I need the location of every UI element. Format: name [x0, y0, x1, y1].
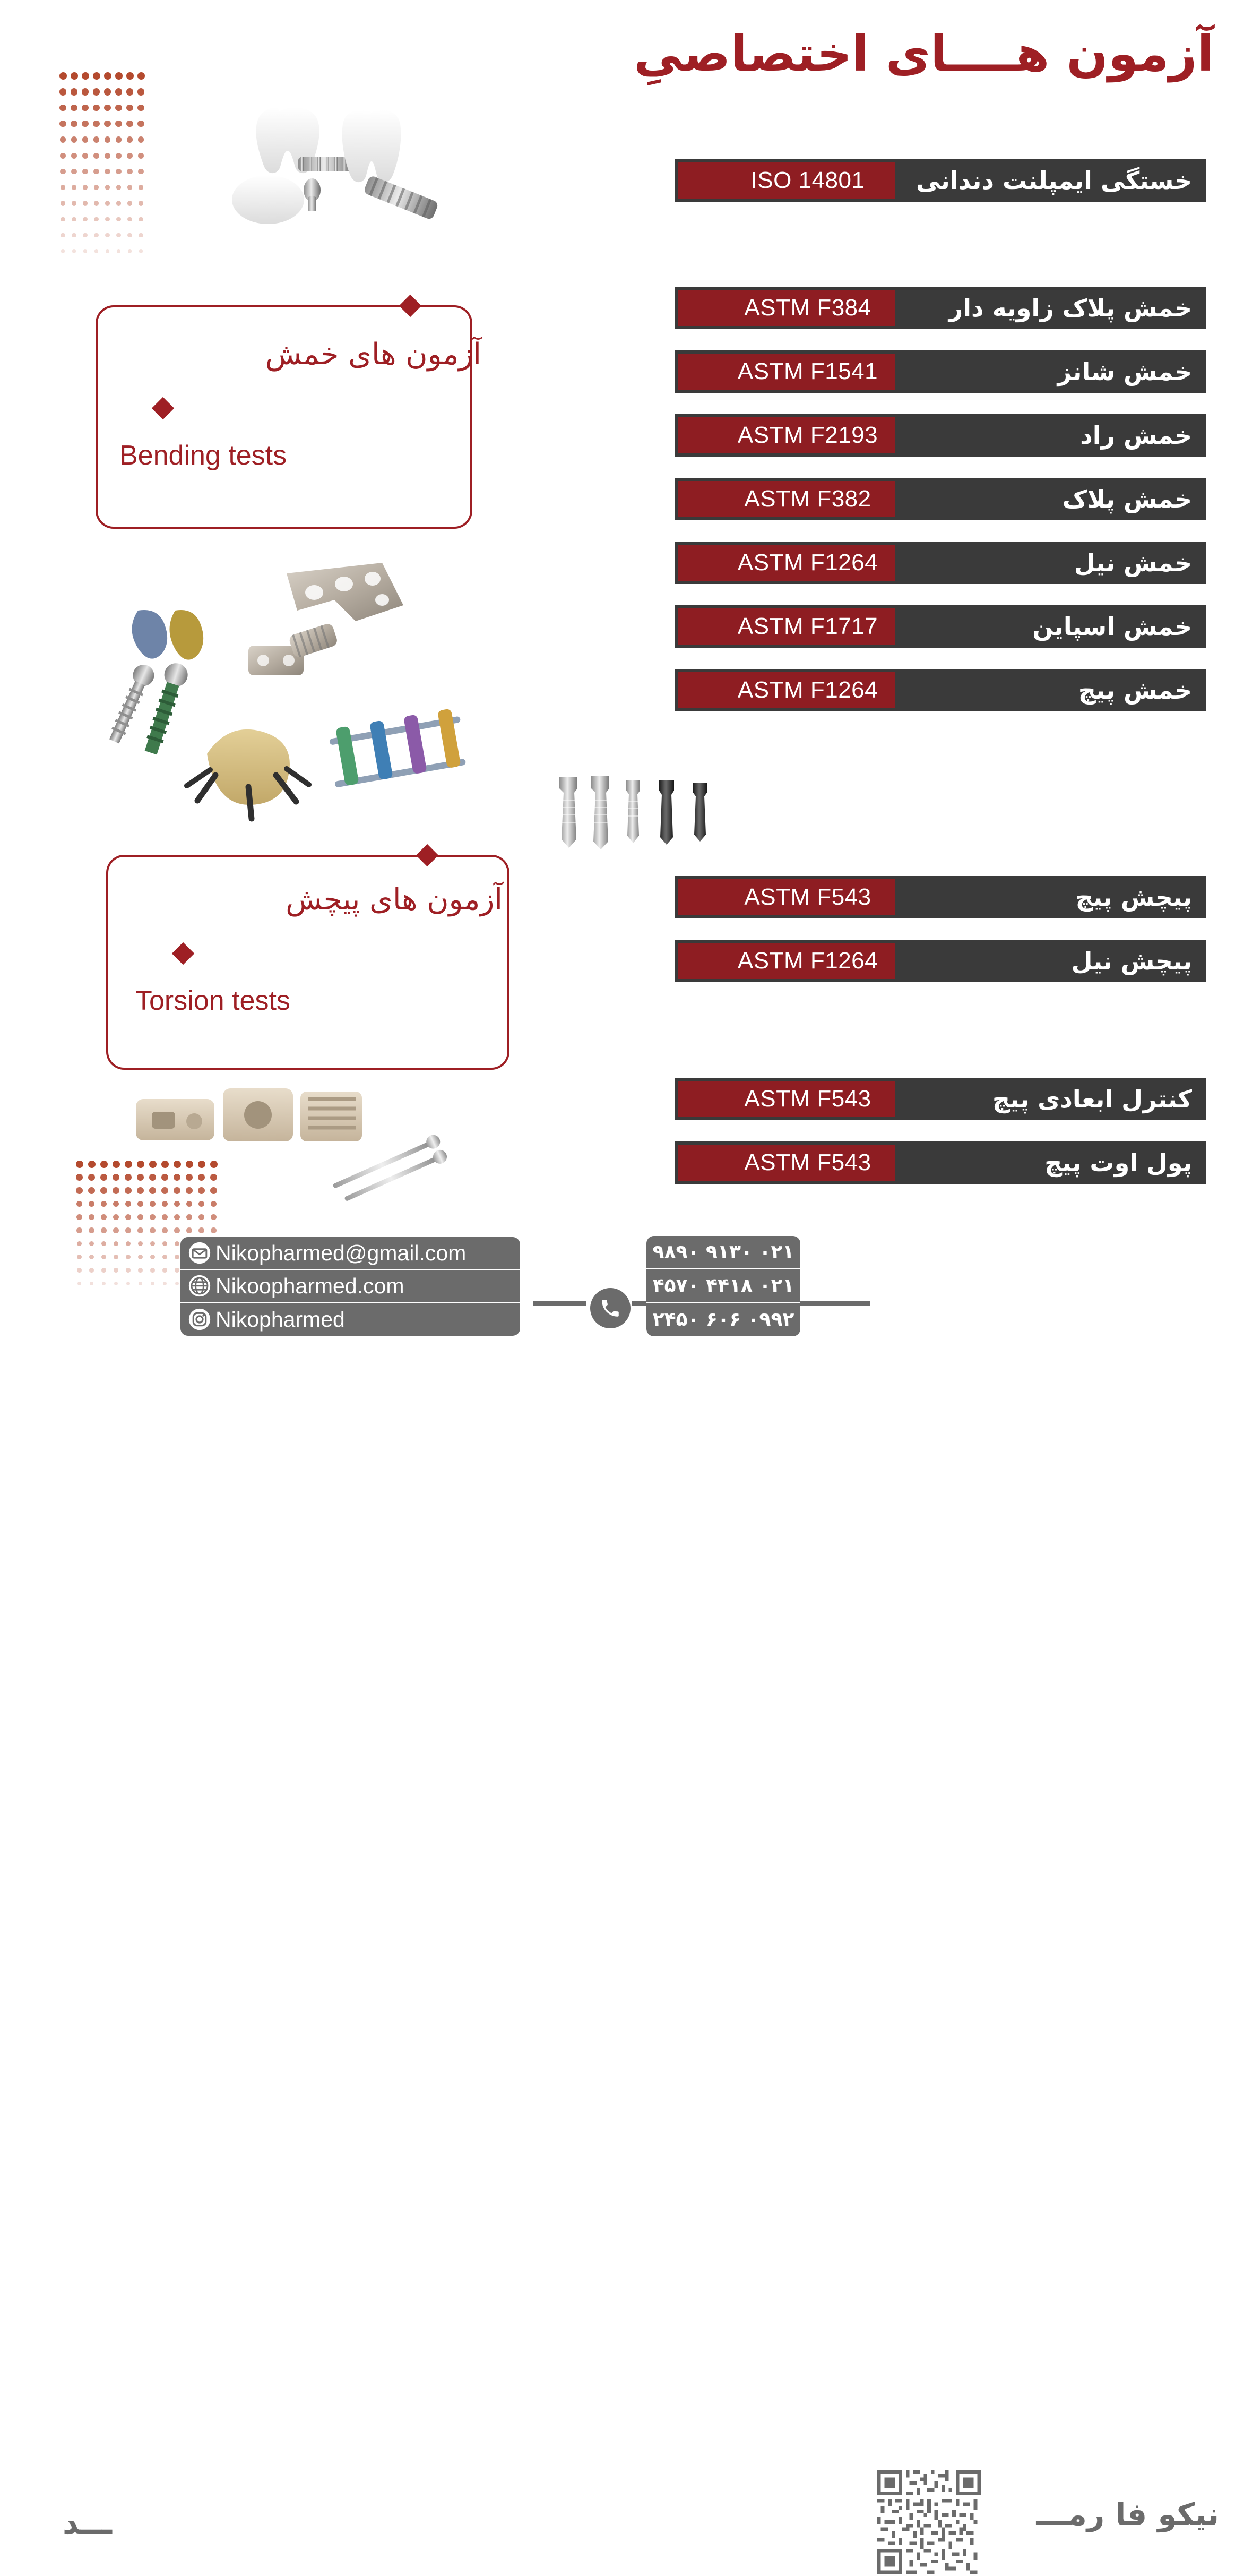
contact-text: Nikopharmed — [215, 1307, 345, 1332]
test-row — [630, 876, 1206, 918]
contact-row[interactable] — [180, 1237, 520, 1270]
test-name-chip: کنترل ابعادی پیچ — [895, 1078, 1206, 1120]
standard-code-chip: ASTM F1264 — [675, 542, 940, 584]
test-row — [630, 1141, 1206, 1184]
test-name-chip: خمش پلاک — [895, 478, 1206, 520]
test-row — [630, 940, 1206, 982]
test-row — [630, 478, 1206, 520]
phone-icon — [590, 1288, 631, 1328]
spinal-cage-photo — [133, 1072, 462, 1205]
test-name-chip: خمش شانز — [895, 350, 1206, 393]
test-name-chip: پیچش پیچ — [895, 876, 1206, 918]
instagram-icon — [188, 1308, 211, 1331]
bending-tests-label-en: Bending tests — [119, 440, 287, 471]
dental-abutment-row-photo — [552, 772, 759, 849]
standard-code-chip: ASTM F1264 — [675, 669, 940, 711]
torsion-tests-label-en: Torsion tests — [135, 985, 290, 1016]
footer — [0, 1232, 1235, 2541]
orthopedic-implants-photo — [106, 542, 509, 839]
test-row — [630, 542, 1206, 584]
footer-connector-right — [796, 1301, 870, 1306]
test-row — [630, 1078, 1206, 1120]
footer-connector-left — [533, 1301, 586, 1306]
test-name-chip: خستگی ایمپلنت دندانی — [895, 159, 1206, 202]
decorative-dot-grid-top — [57, 68, 146, 259]
dental-implant-photo — [175, 106, 446, 228]
standard-code-chip: ASTM F543 — [675, 1141, 940, 1184]
brand-name-tail: ـــد — [63, 2505, 112, 2541]
standard-code-chip: ASTM F543 — [675, 1078, 940, 1120]
globe-icon — [188, 1274, 211, 1298]
test-name-chip: خمش پیچ — [895, 669, 1206, 711]
brand-name: نیکو فا رمـــ — [1036, 2496, 1219, 2532]
standard-code-chip: ASTM F1717 — [675, 605, 940, 648]
test-name-chip: پیچش نیل — [895, 940, 1206, 982]
test-name-chip: خمش اسپاین — [895, 605, 1206, 648]
test-name-chip: خمش نیل — [895, 542, 1206, 584]
contact-row[interactable] — [180, 1303, 520, 1336]
phone-row[interactable]: ۰۹۹۲ ۶۰۶ ۲۴۵۰ — [652, 1309, 794, 1330]
test-row — [630, 287, 1206, 329]
contact-row[interactable] — [180, 1270, 520, 1303]
standard-code-chip: ASTM F1541 — [675, 350, 940, 393]
contact-text: Nikoopharmed.com — [215, 1273, 404, 1298]
contact-info-stack — [180, 1237, 520, 1336]
torsion-tests-label-fa: آزمون های پیچش — [286, 882, 503, 917]
bending-tests-label-fa: آزمون های خمش — [265, 337, 481, 372]
phone-row[interactable]: ۰۲۱ ۴۴۱۸ ۴۵۷۰ — [646, 1269, 800, 1303]
standard-code-chip: ISO 14801 — [675, 159, 940, 202]
test-row — [630, 669, 1206, 711]
standard-code-chip: ASTM F384 — [675, 287, 940, 329]
phone-row[interactable]: ۰۲۱ ۹۱۳۰ ۹۸۹۰ — [646, 1236, 800, 1269]
standard-code-chip: ASTM F382 — [675, 478, 940, 520]
page-title: آزمون هــــای اختصاصیِ — [634, 25, 1214, 82]
test-row — [630, 605, 1206, 648]
contact-text: Nikopharmed@gmail.com — [215, 1240, 467, 1265]
qr-code[interactable] — [877, 2470, 981, 2574]
standard-code-chip: ASTM F543 — [675, 876, 940, 918]
standard-code-chip: ASTM F2193 — [675, 414, 940, 457]
test-name-chip: خمش پلاک زاویه دار — [895, 287, 1206, 329]
test-row — [630, 350, 1206, 393]
test-row — [630, 159, 1206, 202]
test-name-chip: پول اوت پیچ — [895, 1141, 1206, 1184]
standard-code-chip: ASTM F1264 — [675, 940, 940, 982]
test-row — [630, 414, 1206, 457]
phone-numbers-stack — [646, 1236, 800, 1336]
email-icon — [188, 1241, 211, 1265]
test-name-chip: خمش راد — [895, 414, 1206, 457]
